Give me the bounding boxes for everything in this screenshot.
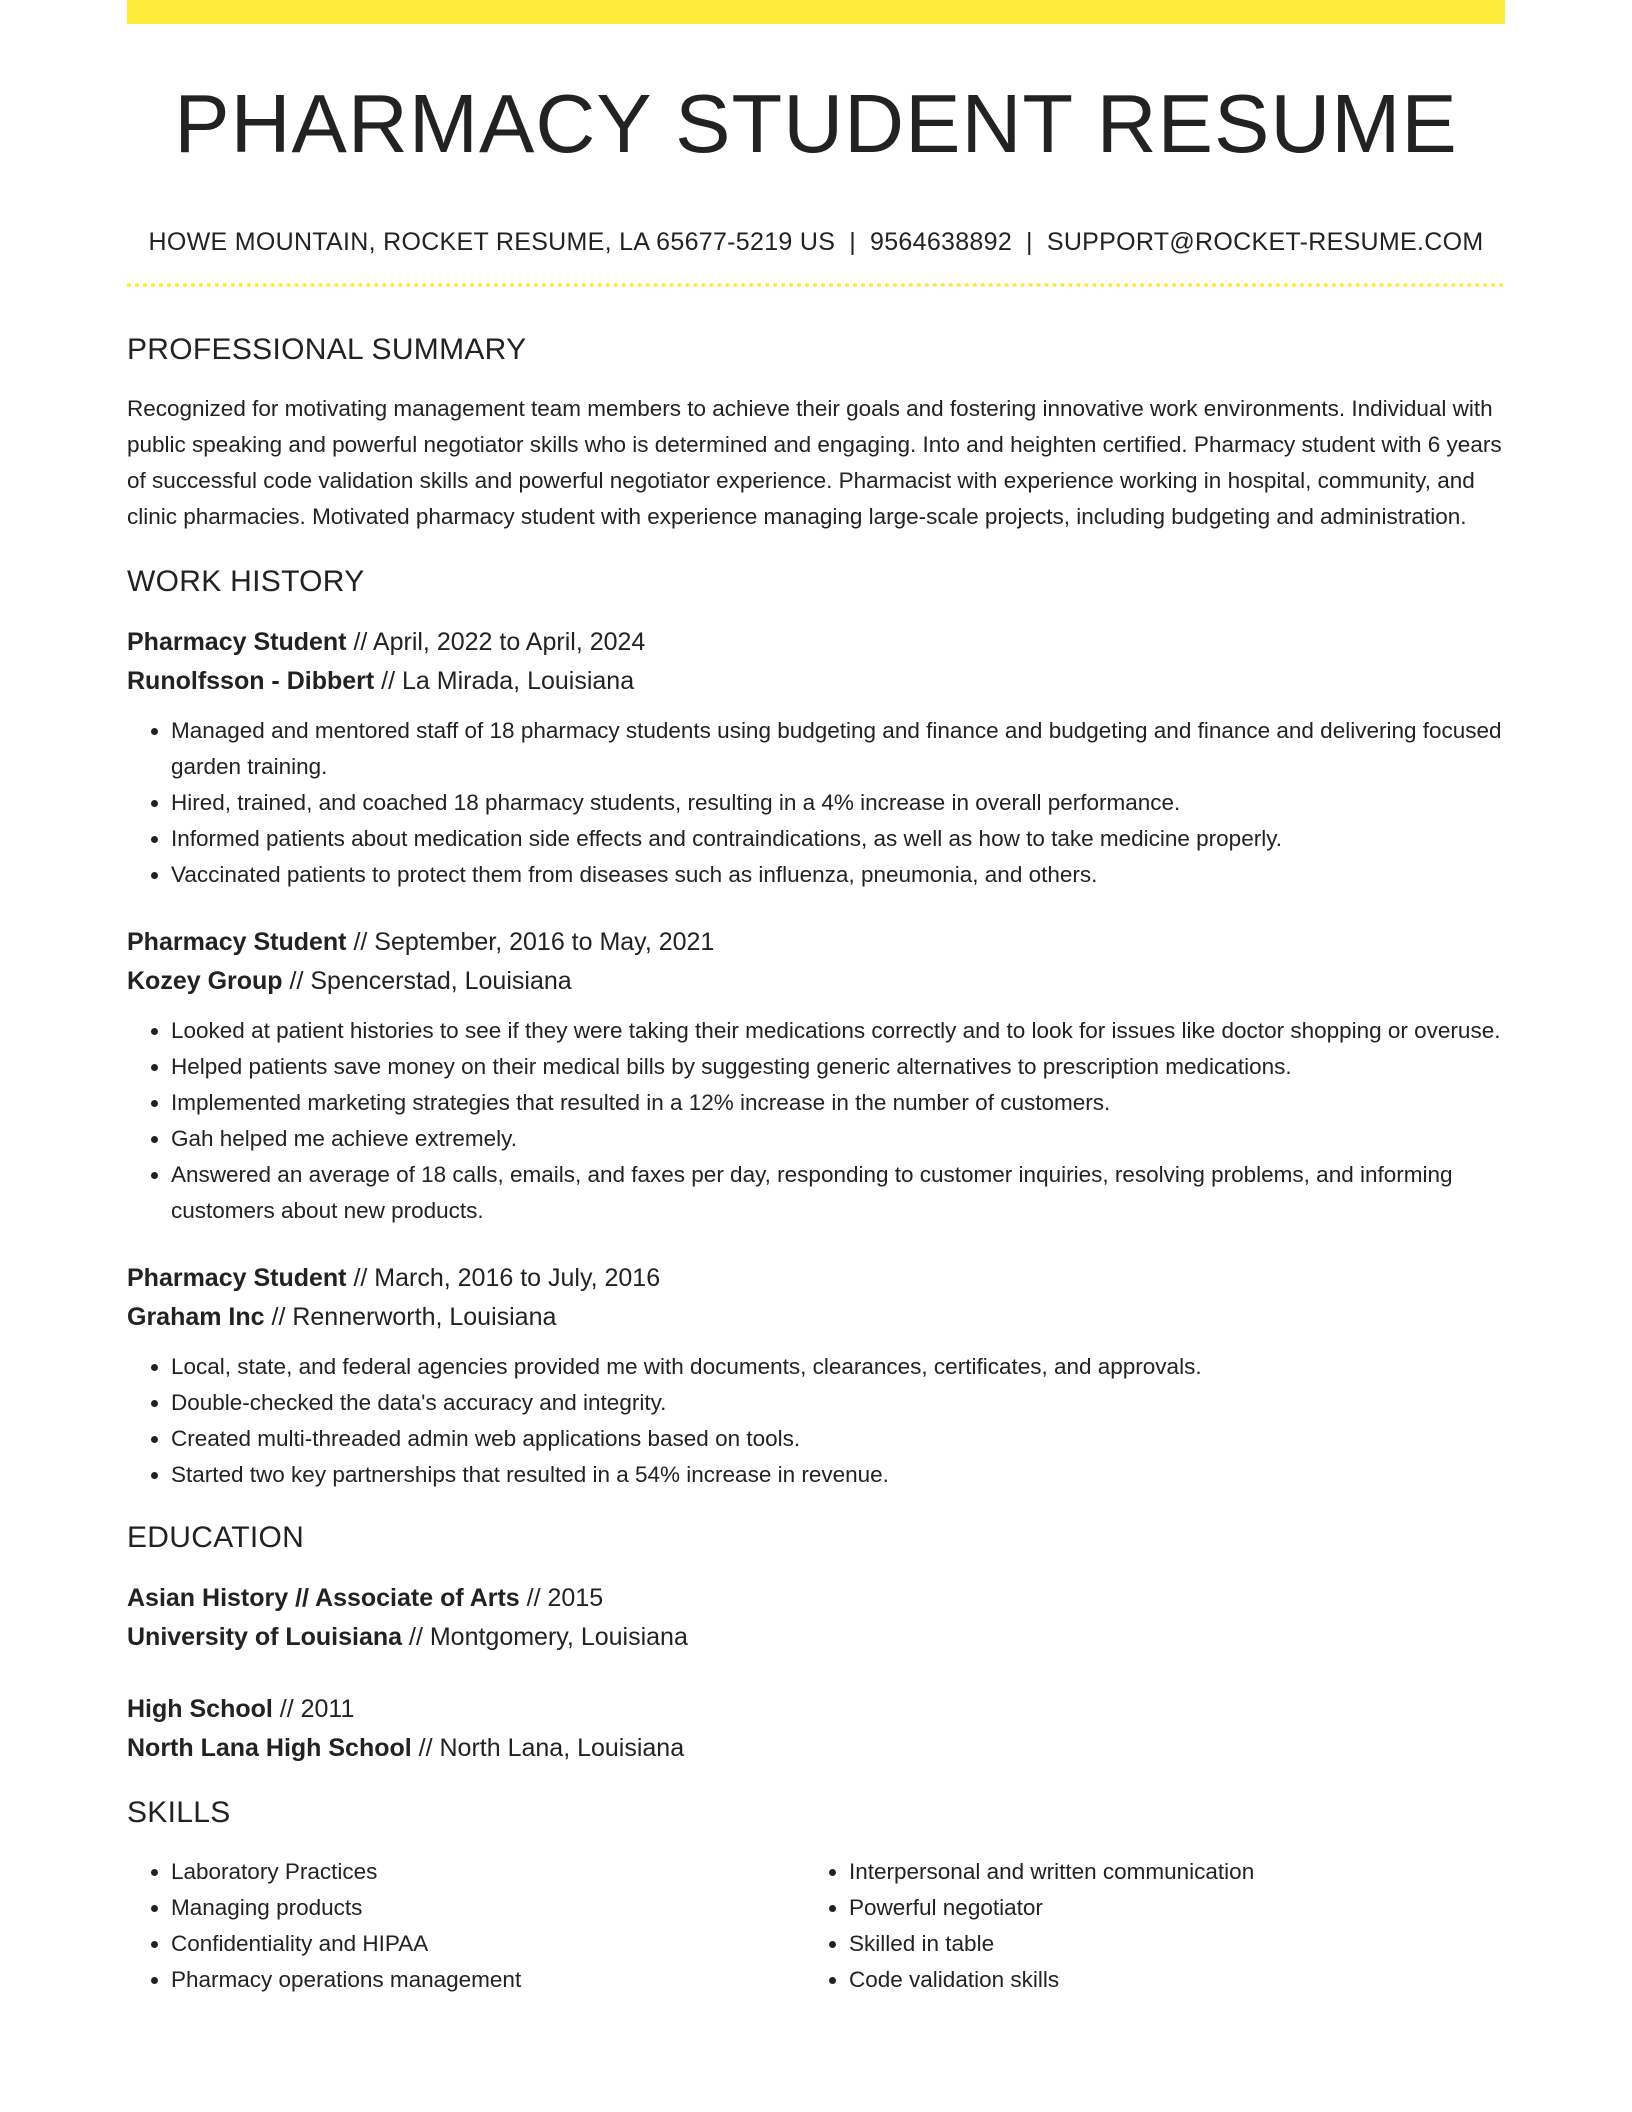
job-title: Pharmacy Student: [127, 928, 347, 956]
skills-heading: SKILLS: [127, 1796, 231, 1829]
job-company-line: [127, 962, 1505, 1001]
list-item: • Answered an average of 18 calls, emails, and faxes per day, responding to customer inquiries, resolving problems, and informing customers about new products.: [171, 1157, 1505, 1229]
work-history-heading: WORK HISTORY: [127, 565, 365, 598]
contact-line: [127, 228, 1505, 257]
education-entry: [127, 1579, 1505, 1657]
contact-phone: 9564638892: [870, 228, 1013, 256]
contact-email: SUPPORT@ROCKET-RESUME.COM: [1046, 228, 1484, 256]
list-item: • Double-checked the data's accuracy and integrity.: [171, 1385, 1505, 1421]
education-school: University of Louisiana: [127, 1623, 403, 1651]
education-location: // Montgomery, Louisiana: [402, 1623, 688, 1651]
resume-title: PHARMACY STUDENT RESUME: [174, 77, 1458, 170]
list-item: • Local, state, and federal agencies provided me with documents, clearances, certificates, and approvals.: [171, 1349, 1505, 1385]
education-entry: [127, 1690, 1505, 1768]
job-title: Pharmacy Student: [127, 628, 347, 656]
skills-list: [805, 1854, 1483, 1998]
job-entry: [127, 1259, 1505, 1493]
resume-page: [127, 0, 1505, 1998]
list-item: • Laboratory Practices: [171, 1854, 805, 1890]
job-company: Kozey Group: [127, 967, 283, 995]
contact-separator: |: [849, 228, 856, 256]
education-location: // North Lana, Louisiana: [411, 1734, 685, 1762]
education-school: North Lana High School: [127, 1734, 412, 1762]
job-location: // La Mirada, Louisiana: [374, 667, 635, 695]
job-dates: // April, 2022 to April, 2024: [346, 628, 646, 656]
skills-list: [127, 1854, 805, 1998]
skills-columns: [127, 1854, 1505, 1998]
summary-text: Recognized for motivating management team members to achieve their goals and fostering innovative work environments. Individual with public speaking and powerful negotiator skills who is determined and engaging. Into and heighten certified. Pharmacy student with 6 years of successful code validation skills and powerful negotiator experience. Pharmacist with experience working in hospital, community, and clinic pharmacies. Motivated pharmacy student with experience managing large-scale projects, including budgeting and administration.: [127, 396, 1502, 529]
list-item: • Confidentiality and HIPAA: [171, 1926, 805, 1962]
job-company: Runolfsson - Dibbert: [127, 667, 375, 695]
job-title: Pharmacy Student: [127, 1264, 347, 1292]
list-item: • Started two key partnerships that resulted in a 54% increase in revenue.: [171, 1457, 1505, 1493]
job-dates: // September, 2016 to May, 2021: [346, 928, 715, 956]
skills-right-column: [805, 1854, 1483, 1998]
list-item: • Implemented marketing strategies that resulted in a 12% increase in the number of customers.: [171, 1085, 1505, 1121]
education-year: // 2011: [272, 1695, 355, 1723]
job-title-line: [127, 923, 1505, 962]
job-entry: [127, 623, 1505, 893]
list-item: • Powerful negotiator: [849, 1890, 1483, 1926]
list-item: • Helped patients save money on their medical bills by suggesting generic alternatives to prescription medications.: [171, 1049, 1505, 1085]
job-location: // Spencerstad, Louisiana: [282, 967, 572, 995]
job-bullets: [127, 1013, 1505, 1229]
list-item: • Code validation skills: [849, 1962, 1483, 1998]
education-year: // 2015: [519, 1584, 604, 1612]
education-heading: EDUCATION: [127, 1521, 305, 1554]
education-degree-line: [127, 1690, 1505, 1729]
contact-address: HOWE MOUNTAIN, ROCKET RESUME, LA 65677-5219 US: [148, 228, 836, 256]
job-location: // Rennerworth, Louisiana: [264, 1303, 557, 1331]
accent-top-bar: [127, 0, 1505, 24]
list-item: • Pharmacy operations management: [171, 1962, 805, 1998]
job-company-line: [127, 1298, 1505, 1337]
list-item: • Vaccinated patients to protect them from diseases such as influenza, pneumonia, and others.: [171, 857, 1505, 893]
job-bullets: [127, 1349, 1505, 1493]
list-item: • Gah helped me achieve extremely.: [171, 1121, 1505, 1157]
summary-heading: PROFESSIONAL SUMMARY: [127, 333, 527, 366]
contact-separator: |: [1026, 228, 1033, 256]
job-title-line: [127, 623, 1505, 662]
job-company: Graham Inc: [127, 1303, 265, 1331]
list-item: • Created multi-threaded admin web applications based on tools.: [171, 1421, 1505, 1457]
list-item: • Looked at patient histories to see if they were taking their medications correctly and to look for issues like doctor shopping or overuse.: [171, 1013, 1505, 1049]
job-dates: // March, 2016 to July, 2016: [346, 1264, 661, 1292]
list-item: • Skilled in table: [849, 1926, 1483, 1962]
job-title-line: [127, 1259, 1505, 1298]
job-bullets: [127, 713, 1505, 893]
list-item: • Managing products: [171, 1890, 805, 1926]
education-school-line: [127, 1618, 1505, 1657]
list-item: • Informed patients about medication side effects and contraindications, as well as how to take medicine properly.: [171, 821, 1505, 857]
list-item: • Interpersonal and written communication: [849, 1854, 1483, 1890]
list-item: • Hired, trained, and coached 18 pharmacy students, resulting in a 4% increase in overall performance.: [171, 785, 1505, 821]
education-degree: Asian History // Associate of Arts: [127, 1584, 520, 1612]
education-degree-line: [127, 1579, 1505, 1618]
skills-left-column: [127, 1854, 805, 1998]
list-item: • Managed and mentored staff of 18 pharmacy students using budgeting and finance and budgeting and finance and delivering focused garden training.: [171, 713, 1505, 785]
job-entry: [127, 923, 1505, 1229]
job-company-line: [127, 662, 1505, 701]
dotted-divider: [127, 283, 1505, 287]
education-degree: High School: [127, 1695, 273, 1723]
education-school-line: [127, 1729, 1505, 1768]
